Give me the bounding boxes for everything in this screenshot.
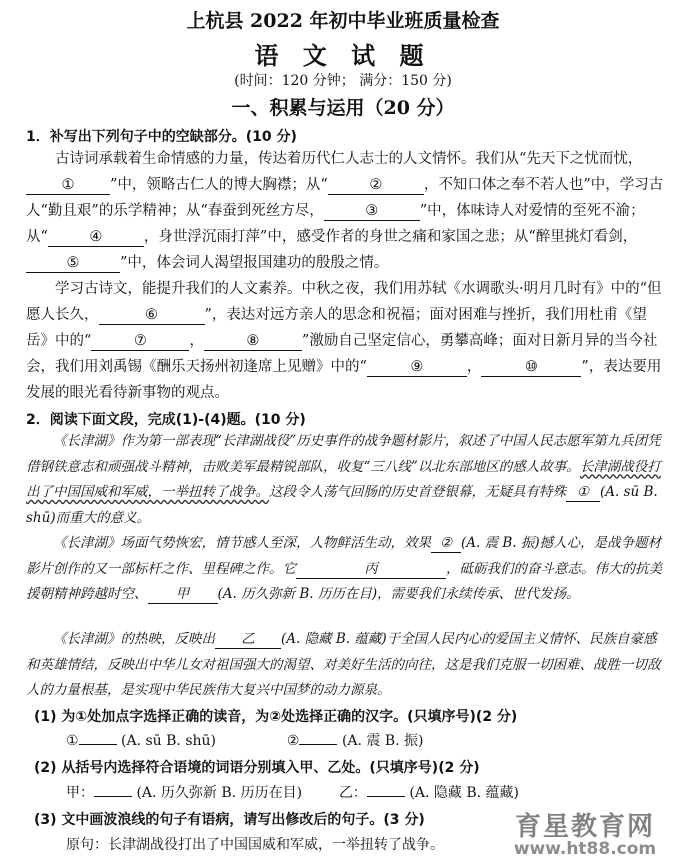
blank-q2-1: ① (566, 483, 600, 502)
text: 《长津湖》作为第一部表现“长津湖战役”历史事件的战争题材影片，叙述了中国人民志愿军第九兵团凭借钢铁意志和顽强战斗精神，击败美军最精锐部队，收复“三八线”以北东部地区的感人故事。 (26, 433, 661, 475)
blank-jia: 甲 (148, 585, 218, 604)
text: 这段令人荡气回肠的历史首登银幕，无疑具有特殊 (269, 484, 566, 500)
mark: 乙： (338, 785, 367, 801)
blank-8: ⑧ (204, 332, 302, 351)
blank-3: ③ (324, 202, 420, 221)
watermark-text: 育星教育网 (514, 812, 655, 842)
blank-7: ⑦ (91, 332, 189, 351)
text: (A. 历久弥新 B. 历历在目)，需要我们永续传承、世代发扬。 (217, 586, 580, 602)
text: 《长津湖》的热映，反映出 (53, 631, 215, 647)
blank-9: ⑨ (367, 358, 467, 377)
blank-1: ① (26, 176, 110, 195)
sub-question-3-original: 原句：长津湖战役打出了中国国威和军威，一举扭转了战争。 (66, 837, 444, 853)
exam-title: 上杭县 2022 年初中毕业班质量检查 (186, 10, 500, 32)
question-2-paragraph-1 (26, 429, 666, 531)
watermark-url: www.ht88.com (513, 839, 657, 859)
text: ”中，领略古仁人的博大胸襟；从“ (110, 177, 328, 193)
text: ，不知口体之奉不若人也”中，学习古人“勤且艰”的乐学精神；从“春蚕到死丝方尽， (26, 177, 664, 219)
text: ”中，体会词人渴望报国建功的殷殷之情。 (120, 255, 389, 271)
text: (A. sū B. shū)而重大的意义。 (26, 484, 658, 526)
text: 学习古诗文，能提升我们的人文素养。中秋之夜，我们用苏轼《水调歌头·明月几时有》中的“但愿人长久， (26, 281, 662, 323)
mark: ② (286, 733, 300, 749)
wavy-sentence: 长津湖战役打出了中国国威和军威，一举扭转了战争。 (26, 458, 661, 500)
answer-blank-jia[interactable] (94, 796, 132, 797)
section-heading: 一、积累与运用（20 分） (231, 97, 455, 119)
time-info: (时间：120 分钟； 满分：150 分) (234, 73, 452, 89)
question-1-heading: 1．补写出下列句子中的空缺部分。(10 分) (26, 129, 297, 145)
subject-title: 语 文 试 题 (254, 41, 432, 70)
text: ”激励自己坚定信心，勇攀高峰；面对日新月异的当今社会，我们用刘禹锡《酬乐天扬州初逢席上见赠》中的“ (26, 333, 658, 375)
watermark-logo (490, 806, 680, 859)
text: (A. 震 B. 振)撼人心，是战争题材影片创作的又一部标杆之作、里程碑之作。它 (26, 535, 662, 577)
question-2-heading: 2．阅读下面文段，完成(1)-(4)题。(10 分) (26, 412, 306, 428)
blank-10: ⑩ (481, 358, 581, 377)
text: 古诗词承载着生命情感的力量，传达着历代仁人志士的人文情怀。我们从“先天下之忧而忧， (55, 151, 643, 167)
blank-q2-2: ② (431, 534, 461, 553)
text: ”中，体味诗人对爱情的至死不渝；从“ (26, 203, 645, 245)
question-2-paragraph-2 (26, 531, 666, 608)
sub-question-2-answer-line (66, 782, 519, 802)
answer-blank-yi[interactable] (367, 796, 405, 797)
blank-bing: 丙 (296, 560, 446, 579)
options: (A. sū B. shū) (121, 733, 217, 749)
blank-4: ④ (48, 228, 144, 247)
options: (A. 隐藏 B. 蕴藏) (409, 785, 519, 801)
blank-yi: 乙 (215, 630, 281, 649)
blank-5: ⑤ (26, 254, 120, 273)
options: (A. 历久弥新 B. 历历在目) (136, 785, 303, 801)
answer-blank-2[interactable] (299, 744, 337, 745)
text: ，砥砺我们的奋斗意志。伟大的抗美援朝精神跨越时空、 (26, 560, 662, 602)
sub-question-2: (2) 从括号内选择符合语境的词语分别填入甲、乙处。(只填序号)(2 分) (34, 760, 480, 776)
text: ， (466, 359, 482, 375)
text: ， (189, 333, 204, 349)
mark: 甲： (66, 785, 94, 801)
mark: ① (66, 733, 79, 749)
text: ”，表达对远方亲人的思念和祝福；面对困难与挫折，我们用杜甫《望岳》中的“ (26, 307, 647, 349)
options: (A. 震 B. 振) (341, 733, 424, 749)
text: ”，表达要用发展的眼光看待新事物的观点。 (26, 359, 662, 401)
text: 《长津湖》场面气势恢宏，情节感人至深，人物鲜活生动，效果 (53, 535, 431, 551)
text: ，身世浮沉雨打萍”中，感受作者的身世之痛和家国之悲；从“醉里挑灯看剑， (143, 229, 638, 245)
sub-question-3: (3) 文中画波浪线的句子有语病，请写出修改后的句子。(3 分) (34, 812, 425, 828)
text: (A. 隐藏 B. 蕴藏)于全国人民内心的爱国主义情怀、民族自豪感和英雄情结，反映出中华儿女对祖国强大的渴望、对美好生活的向往，这是我们克服一切困难、战胜一切敌人的力量根基，是实现中华民族伟大复兴中国梦的动力源泉。 (26, 631, 661, 698)
blank-2: ② (328, 176, 424, 195)
answer-blank-1[interactable] (79, 744, 117, 745)
blank-6: ⑥ (99, 306, 205, 325)
question-1-paragraph-2 (26, 276, 666, 406)
sub-question-1: (1) 为①处加点字选择正确的读音，为②处选择正确的汉字。(只填序号)(2 分) (34, 709, 518, 725)
question-2-paragraph-3 (26, 627, 666, 704)
sub-question-1-answer-line (66, 730, 424, 750)
question-1-paragraph-1 (26, 146, 666, 276)
